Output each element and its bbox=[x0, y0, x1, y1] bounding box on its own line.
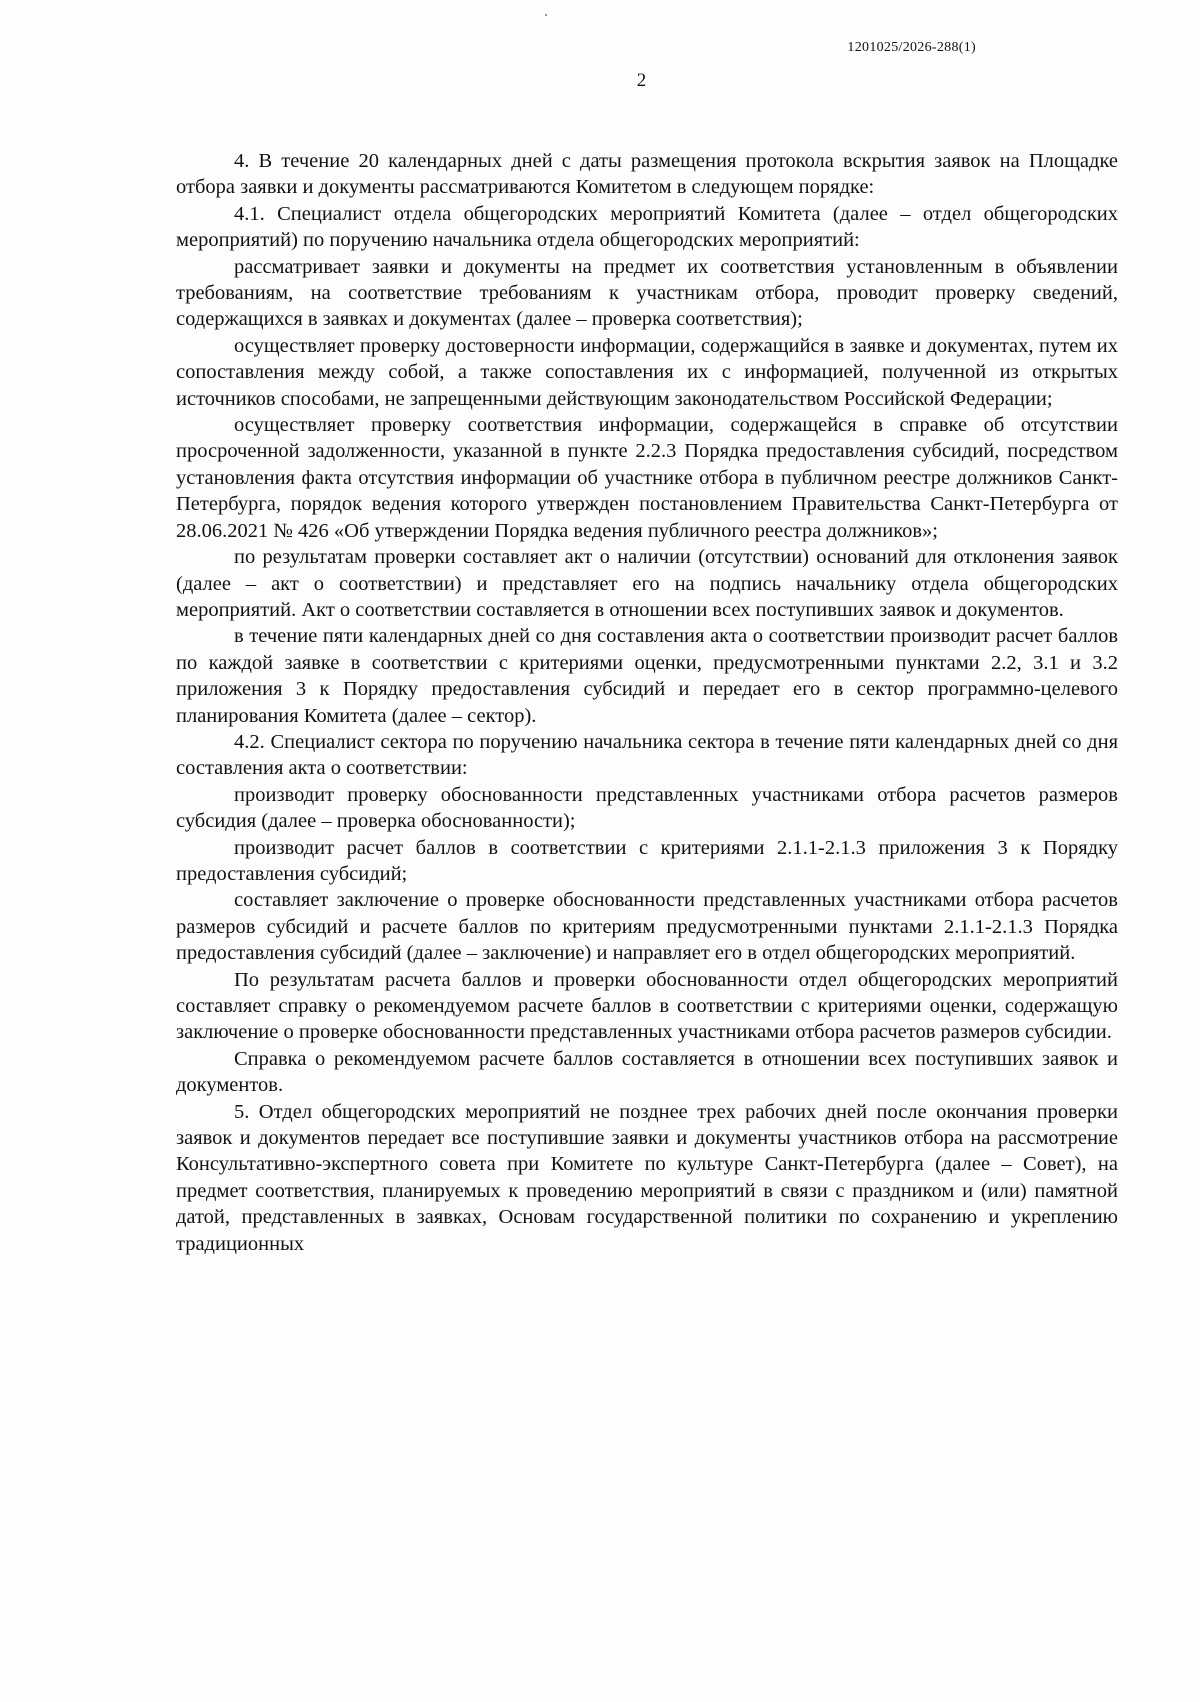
page-number: 2 bbox=[636, 70, 647, 91]
paragraph-verify-reliability: осуществляет проверку достоверности информации, содержащийся в заявке и документах, путем их сопоставления между собой, а также сопоставления их с информацией, полученной из открытых источников способами, не запрещенными действующим законодательством Российской Федерации; bbox=[176, 334, 1118, 410]
paragraph-compliance-act: по результатам проверки составляет акт о наличии (отсутствии) оснований для отклонения заявок (далее – акт о соответствии) и представляет его на подпись начальнику отдела общегородских мероприятий. Акт о соответствии составляется в отношении всех поступивших заявок и документов. bbox=[176, 546, 1118, 621]
paragraph-criteria-scoring: производит расчет баллов в соответствии с критериями 2.1.1-2.1.3 приложения 3 к Порядку предоставления субсидий; bbox=[176, 836, 1118, 885]
paragraph-verify-debt-certificate: осуществляет проверку соответствия информации, содержащейся в справке об отсутствии просроченной задолженности, указанной в пункте 2.2.3 Порядка предоставления субсидий, посредством установления факта отсутствия информации об участнике отбора в публичном реестре должников Санкт-Петербурга, порядок ведения которого утвержден постановлением Правительства Санкт-Петербурга от 28.06.2021 № 426 «Об утверждении Порядка ведения публичного реестра должников»; bbox=[176, 414, 1118, 542]
scan-speck bbox=[545, 14, 547, 16]
paragraph-recommendation-note: По результатам расчета баллов и проверки обоснованности отдел общегородских мероприятий составляет справку о рекомендуемом расчете баллов в соответствии с критериями оценки, содержащую заключение о проверке обоснованности представленных участниками отбора расчетов размеров субсидии. bbox=[176, 968, 1118, 1044]
paragraph-validity-check: производит проверку обоснованности представленных участниками отбора расчетов размеров субсидия (далее – проверка обоснованности); bbox=[176, 783, 1118, 833]
paragraph-conclusion: составляет заключение о проверке обоснованности представленных участниками отбора расчетов размеров субсидий и расчете баллов по критериям предусмотренными пунктами 2.1.1-2.1.3 Порядка предоставления субсидий (далее – заключение) и направляет его в отдел общегородских мероприятий. bbox=[176, 889, 1118, 965]
document-body bbox=[176, 148, 1118, 1257]
paragraph-note-scope: Справка о рекомендуемом расчете баллов составляется в отношении всех поступивших заявок и документов. bbox=[176, 1047, 1118, 1097]
paragraph-score-calculation: в течение пяти календарных дней со дня составления акта о соответствии производит расчет баллов по каждой заявке в соответствии с критериями оценки, предусмотренными пунктами 2.2, 3.1 и 3.2 приложения 3 к Порядку предоставления субсидий и передает его в сектор программно-целевого планирования Комитета (далее – сектор). bbox=[176, 625, 1118, 727]
paragraph-review-applications: рассматривает заявки и документы на предмет их соответствия установленным в объявлении требованиям, на соответствие требованиям к участникам отбора, проводит проверку сведений, содержащихся в заявках и документах (далее – проверка соответствия); bbox=[176, 255, 1118, 331]
paragraph-4: 4. В течение 20 календарных дней с даты размещения протокола вскрытия заявок на Площадке отбора заявки и документы рассматриваются Комитетом в следующем порядке: bbox=[176, 150, 1118, 199]
paragraph-4-2: 4.2. Специалист сектора по поручению начальника сектора в течение пяти календарных дней со дня составления акта о соответствии: bbox=[176, 730, 1118, 780]
document-number: 1201025/2026-288(1) bbox=[847, 40, 976, 55]
paragraph-5: 5. Отдел общегородских мероприятий не позднее трех рабочих дней после окончания проверки заявок и документов передает все поступившие заявки и документы участников отбора на рассмотрение Консультативно-экспертного совета при Комитете по культуре Санкт-Петербурга (далее – Совет), на предмет соответствия, планируемых к проведению мероприятий в связи с праздником и (или) памятной датой, представленных в заявках, Основам государственной политики по сохранению и укреплению традиционных bbox=[176, 1100, 1118, 1255]
paragraph-4-1: 4.1. Специалист отдела общегородских мероприятий Комитета (далее – отдел общегородских мероприятий) по поручению начальника отдела общегородских мероприятий: bbox=[176, 202, 1118, 252]
